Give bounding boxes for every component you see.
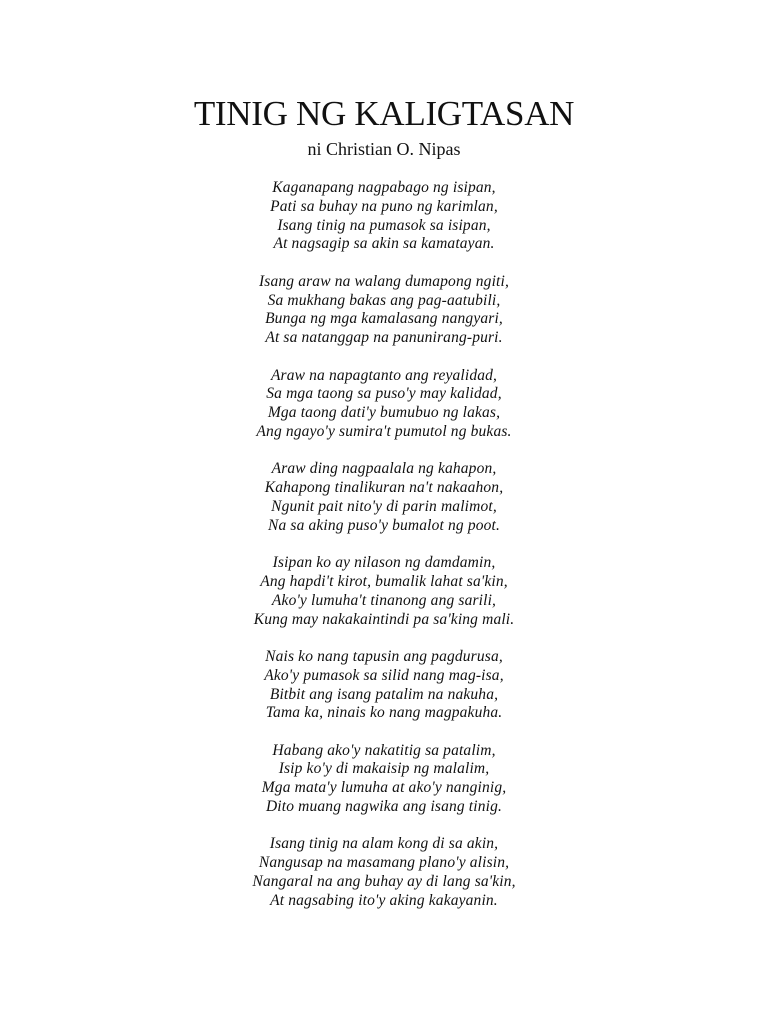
poem-line: Isang araw na walang dumapong ngiti, [259,272,509,290]
poem-line: Kaganapang nagpabago ng isipan, [272,179,496,196]
poem-line: Araw ding nagpaalala ng kahapon, [271,460,497,478]
poem-stanza [0,273,768,348]
poem-line: At nagsabing ito'y aking kakayanin. [270,891,498,909]
poem-line: Ako'y pumasok sa silid nang mag-isa, [264,666,504,684]
poem-line: Tama ka, ninais ko nang magpakuha. [265,704,503,722]
poem-line: Kahapong tinalikuran na't nakaahon, [264,479,504,497]
poem-line: Isipan ko ay nilason ng damdamin, [272,554,496,572]
poem-title: TINIG NG KALIGTASAN [193,94,575,133]
poem-line: At nagsagip sa akin sa kamatayan. [273,235,495,253]
poem-line: Kung may nakakaintindi pa sa'king mali. [253,610,515,628]
poem-line: Isang tinig na pumasok sa isipan, [277,216,491,234]
poem-stanza [0,835,768,910]
poem-stanza [0,179,768,254]
poem-stanza [0,742,768,817]
poem-line: Habang ako'y nakatitig sa patalim, [272,741,496,759]
poem-line: Pati sa buhay na puno ng karimlan, [270,197,498,215]
poem-line: Araw na napagtanto ang reyalidad, [270,366,498,384]
poem-line: Bunga ng mga kamalasang nangyari, [265,310,503,328]
poem-stanza [0,554,768,629]
poem-line: At sa natanggap na panunirang-puri. [265,329,503,347]
poem-line: Ang ngayo'y sumira't pumutol ng bukas. [256,422,512,440]
poem-line: Ngunit pait nito'y di parin malimot, [271,497,497,515]
poem-line: Mga taong dati'y bumubuo ng lakas, [267,404,501,422]
poem-stanza [0,460,768,535]
poem-line: Nangusap na masamang plano'y alisin, [258,854,510,872]
poem-line: Sa mukhang bakas ang pag-aatubili, [267,291,501,309]
poem-line: Mga mata'y lumuha at ako'y nanginig, [261,779,507,797]
poem-line: Isip ko'y di makaisip ng malalim, [278,760,490,778]
poem-stanza [0,367,768,442]
poem-line: Bitbit ang isang patalim na nakuha, [269,685,499,703]
poem-line: Nangaral na ang buhay ay di lang sa'kin, [252,873,516,891]
poem-stanza [0,648,768,723]
poem-line: Dito muang nagwika ang isang tinig. [265,798,503,816]
poem-line: Nais ko nang tapusin ang pagdurusa, [265,647,503,665]
poem-line: Isang tinig na alam kong di sa akin, [269,835,499,853]
poem-body [0,179,768,929]
poem-author: ni Christian O. Nipas [307,139,461,159]
poem-line: Sa mga taong sa puso'y may kalidad, [266,385,502,403]
poem-line: Ang hapdi't kirot, bumalik lahat sa'kin, [260,572,508,590]
poem-line: Na sa aking puso'y bumalot ng poot. [267,516,501,534]
poem-line: Ako'y lumuha't tinanong ang sarili, [271,591,497,609]
